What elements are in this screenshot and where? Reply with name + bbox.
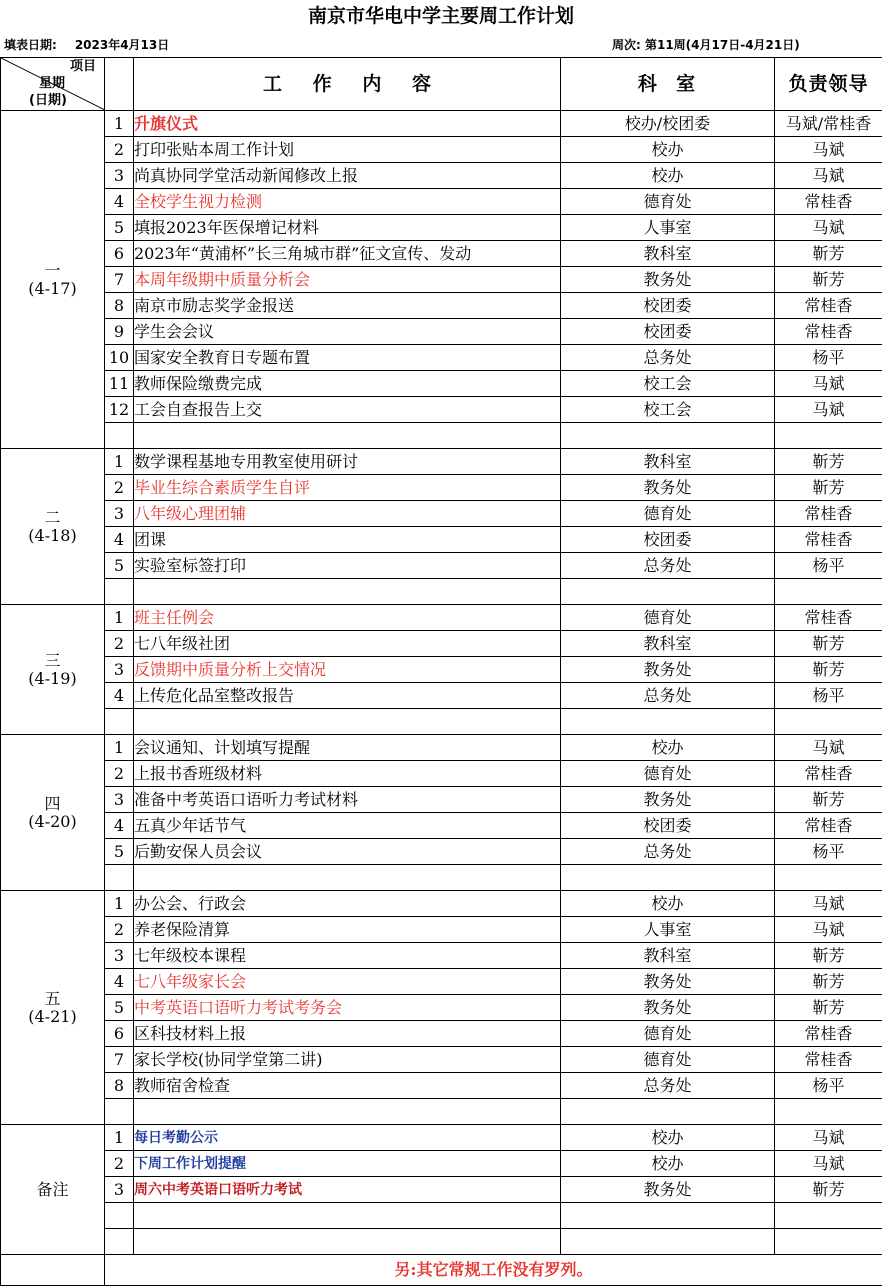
- table-row: [1, 631, 882, 657]
- table-row: [1, 579, 882, 605]
- day-cell: [1, 891, 105, 1125]
- leader: [775, 579, 882, 605]
- row-number: [105, 423, 134, 449]
- row-number: 7: [105, 267, 134, 293]
- footnote-row: [1, 1255, 882, 1286]
- row-number: 2: [105, 137, 134, 163]
- header-department: 科 室: [561, 58, 775, 111]
- task-text: 工会自查报告上交: [134, 397, 561, 423]
- task-text: [134, 1099, 561, 1125]
- leader: 杨平: [775, 553, 882, 579]
- task-text: [134, 423, 561, 449]
- leader: [775, 423, 882, 449]
- task-text: 七八年级家长会: [134, 969, 561, 995]
- table-row: [1, 137, 882, 163]
- department: 德育处: [561, 761, 775, 787]
- table-row: [1, 1177, 882, 1203]
- task-text: 南京市励志奖学金报送: [134, 293, 561, 319]
- day-cell: [1, 735, 105, 891]
- leader: 马斌: [775, 891, 882, 917]
- row-number: 1: [105, 605, 134, 631]
- department: 校办: [561, 891, 775, 917]
- row-number: 2: [105, 631, 134, 657]
- row-number: 11: [105, 371, 134, 397]
- task-text: 全校学生视力检测: [134, 189, 561, 215]
- department: 德育处: [561, 1021, 775, 1047]
- row-number: 1: [105, 1125, 134, 1151]
- header-content-char: 工: [263, 75, 282, 93]
- plan-table: [0, 57, 882, 1286]
- table-row: [1, 215, 882, 241]
- leader: [775, 865, 882, 891]
- task-text: 教师保险缴费完成: [134, 371, 561, 397]
- day-cell: [1, 449, 105, 605]
- task-text: 下周工作计划提醒: [134, 1151, 561, 1177]
- task-text: 后勤安保人员会议: [134, 839, 561, 865]
- department: 教务处: [561, 995, 775, 1021]
- table-row: [1, 1151, 882, 1177]
- leader: 靳芳: [775, 787, 882, 813]
- task-text: 班主任例会: [134, 605, 561, 631]
- department: [561, 865, 775, 891]
- corner-date-label: (日期): [29, 93, 67, 108]
- department: 教务处: [561, 787, 775, 813]
- corner-item-label: 项目: [70, 59, 96, 74]
- info-row: [0, 33, 882, 57]
- department: 人事室: [561, 917, 775, 943]
- department: 教务处: [561, 1177, 775, 1203]
- row-number: 6: [105, 241, 134, 267]
- row-number: [105, 1203, 134, 1229]
- leader: 马斌: [775, 215, 882, 241]
- table-row: [1, 1229, 882, 1255]
- department: 校办: [561, 735, 775, 761]
- task-text: 国家安全教育日专题布置: [134, 345, 561, 371]
- day-label: 一: [1, 262, 104, 280]
- row-number: 4: [105, 527, 134, 553]
- department: 总务处: [561, 839, 775, 865]
- leader: 靳芳: [775, 241, 882, 267]
- corner-weekday-label: 星期: [39, 76, 65, 91]
- leader: 杨平: [775, 839, 882, 865]
- row-number: 5: [105, 215, 134, 241]
- day-date: (4-19): [1, 670, 104, 688]
- task-text: 学生会会议: [134, 319, 561, 345]
- task-text: 数学课程基地专用教室使用研讨: [134, 449, 561, 475]
- fill-date-label: 填表日期:: [4, 38, 57, 52]
- row-number: [105, 579, 134, 605]
- leader: 马斌/常桂香: [775, 111, 882, 137]
- day-date: (4-20): [1, 813, 104, 831]
- table-row: [1, 163, 882, 189]
- task-text: [134, 1229, 561, 1255]
- department: 德育处: [561, 189, 775, 215]
- table-row: [1, 943, 882, 969]
- day-cell: [1, 1125, 105, 1255]
- table-row: [1, 1073, 882, 1099]
- table-row: [1, 761, 882, 787]
- table-row: [1, 241, 882, 267]
- leader: 靳芳: [775, 969, 882, 995]
- row-number: 5: [105, 839, 134, 865]
- row-number: 4: [105, 969, 134, 995]
- day-label: 二: [1, 509, 104, 527]
- row-number: 3: [105, 163, 134, 189]
- table-row: [1, 657, 882, 683]
- leader: 靳芳: [775, 475, 882, 501]
- leader: 靳芳: [775, 943, 882, 969]
- leader: 常桂香: [775, 761, 882, 787]
- row-number: [105, 1099, 134, 1125]
- task-text: 教师宿舍检查: [134, 1073, 561, 1099]
- leader: 常桂香: [775, 189, 882, 215]
- table-row: [1, 1099, 882, 1125]
- task-text: 养老保险清算: [134, 917, 561, 943]
- task-text: 实验室标签打印: [134, 553, 561, 579]
- leader: 常桂香: [775, 527, 882, 553]
- task-text: 尚真协同学堂活动新闻修改上报: [134, 163, 561, 189]
- department: [561, 423, 775, 449]
- table-row: [1, 293, 882, 319]
- row-number: 2: [105, 475, 134, 501]
- table-row: [1, 891, 882, 917]
- leader: 常桂香: [775, 1047, 882, 1073]
- table-row: [1, 709, 882, 735]
- task-text: 每日考勤公示: [134, 1125, 561, 1151]
- task-text: 团课: [134, 527, 561, 553]
- table-row: [1, 1047, 882, 1073]
- leader: 靳芳: [775, 631, 882, 657]
- week-info: 周次: 第11周(4月17日-4月21日): [612, 33, 800, 57]
- table-row: [1, 111, 882, 137]
- leader: 靳芳: [775, 657, 882, 683]
- leader: 马斌: [775, 163, 882, 189]
- department: [561, 579, 775, 605]
- task-text: 七八年级社团: [134, 631, 561, 657]
- day-cell: [1, 605, 105, 735]
- day-date: (4-21): [1, 1008, 104, 1026]
- header-content: [134, 58, 561, 111]
- header-content-char: 容: [412, 75, 431, 93]
- department: 校团委: [561, 319, 775, 345]
- day-cell: [1, 111, 105, 449]
- department: 教科室: [561, 449, 775, 475]
- task-text: 准备中考英语口语听力考试材料: [134, 787, 561, 813]
- table-row: [1, 449, 882, 475]
- leader: 靳芳: [775, 1177, 882, 1203]
- leader: 马斌: [775, 397, 882, 423]
- department: 教科室: [561, 943, 775, 969]
- task-text: [134, 1203, 561, 1229]
- row-number: [105, 709, 134, 735]
- footnote: 另:其它常规工作没有罗列。: [105, 1255, 882, 1286]
- leader: 常桂香: [775, 501, 882, 527]
- department: 总务处: [561, 345, 775, 371]
- department: 校办: [561, 163, 775, 189]
- task-text: 区科技材料上报: [134, 1021, 561, 1047]
- row-number: [105, 1229, 134, 1255]
- leader: [775, 1229, 882, 1255]
- department: 校办/校团委: [561, 111, 775, 137]
- day-date: (4-18): [1, 527, 104, 545]
- task-text: 家长学校(协同学堂第二讲): [134, 1047, 561, 1073]
- department: 德育处: [561, 1047, 775, 1073]
- row-number: 3: [105, 657, 134, 683]
- row-number: 4: [105, 813, 134, 839]
- department: 总务处: [561, 553, 775, 579]
- row-number: 7: [105, 1047, 134, 1073]
- task-text: 上报书香班级材料: [134, 761, 561, 787]
- leader: 靳芳: [775, 449, 882, 475]
- table-row: [1, 865, 882, 891]
- leader: 靳芳: [775, 267, 882, 293]
- leader: 常桂香: [775, 813, 882, 839]
- department: 教务处: [561, 969, 775, 995]
- department: [561, 1099, 775, 1125]
- header-content-char: 作: [313, 75, 332, 93]
- department: 校办: [561, 1125, 775, 1151]
- table-row: [1, 683, 882, 709]
- day-label: 三: [1, 652, 104, 670]
- department: 教务处: [561, 657, 775, 683]
- leader: 常桂香: [775, 1021, 882, 1047]
- task-text: [134, 865, 561, 891]
- row-number: 5: [105, 553, 134, 579]
- row-number: 9: [105, 319, 134, 345]
- row-number: 2: [105, 761, 134, 787]
- department: [561, 1203, 775, 1229]
- leader: 马斌: [775, 735, 882, 761]
- table-row: [1, 345, 882, 371]
- leader: [775, 709, 882, 735]
- header-row: [1, 58, 882, 111]
- leader: 马斌: [775, 137, 882, 163]
- leader: 马斌: [775, 371, 882, 397]
- day-label: 四: [1, 795, 104, 813]
- table-row: [1, 527, 882, 553]
- day-label: 五: [1, 990, 104, 1008]
- sheet-title: 南京市华电中学主要周工作计划: [0, 0, 882, 33]
- header-content-char: 内: [362, 75, 381, 93]
- task-text: 会议通知、计划填写提醒: [134, 735, 561, 761]
- row-number: [105, 865, 134, 891]
- table-row: [1, 1021, 882, 1047]
- table-row: [1, 813, 882, 839]
- department: 教务处: [561, 267, 775, 293]
- corner-header-cell: [1, 58, 105, 111]
- task-text: 毕业生综合素质学生自评: [134, 475, 561, 501]
- department: 校办: [561, 137, 775, 163]
- leader: 靳芳: [775, 995, 882, 1021]
- task-text: [134, 579, 561, 605]
- row-number: 10: [105, 345, 134, 371]
- task-text: 填报2023年医保增记材料: [134, 215, 561, 241]
- row-number: 3: [105, 1177, 134, 1203]
- task-text: [134, 709, 561, 735]
- department: [561, 709, 775, 735]
- row-number: 1: [105, 111, 134, 137]
- department: 校团委: [561, 813, 775, 839]
- table-row: [1, 735, 882, 761]
- department: 校工会: [561, 397, 775, 423]
- table-row: [1, 423, 882, 449]
- fill-date: [4, 33, 169, 57]
- department: 校办: [561, 1151, 775, 1177]
- day-date: (4-17): [1, 280, 104, 298]
- table-row: [1, 397, 882, 423]
- leader: 杨平: [775, 1073, 882, 1099]
- department: 校工会: [561, 371, 775, 397]
- table-row: [1, 969, 882, 995]
- table-row: [1, 189, 882, 215]
- header-leader: 负责领导: [775, 58, 882, 111]
- leader: [775, 1099, 882, 1125]
- day-label: 备注: [1, 1181, 104, 1199]
- table-row: [1, 371, 882, 397]
- row-number: 1: [105, 891, 134, 917]
- task-text: 七年级校本课程: [134, 943, 561, 969]
- department: [561, 1229, 775, 1255]
- department: 总务处: [561, 1073, 775, 1099]
- table-row: [1, 501, 882, 527]
- leader: 常桂香: [775, 319, 882, 345]
- task-text: 中考英语口语听力考试考务会: [134, 995, 561, 1021]
- leader: 常桂香: [775, 605, 882, 631]
- leader: [775, 1203, 882, 1229]
- header-num-cell: [105, 58, 134, 111]
- table-row: [1, 1203, 882, 1229]
- task-text: 本周年级期中质量分析会: [134, 267, 561, 293]
- table-row: [1, 553, 882, 579]
- table-row: [1, 1125, 882, 1151]
- table-row: [1, 995, 882, 1021]
- row-number: 8: [105, 293, 134, 319]
- task-text: 八年级心理团辅: [134, 501, 561, 527]
- task-text: 办公会、行政会: [134, 891, 561, 917]
- leader: 杨平: [775, 345, 882, 371]
- row-number: 3: [105, 943, 134, 969]
- row-number: 2: [105, 917, 134, 943]
- department: 教务处: [561, 475, 775, 501]
- row-number: 6: [105, 1021, 134, 1047]
- row-number: 2: [105, 1151, 134, 1177]
- task-text: 周六中考英语口语听力考试: [134, 1177, 561, 1203]
- department: 校团委: [561, 527, 775, 553]
- department: 人事室: [561, 215, 775, 241]
- task-text: 2023年“黄浦杯”长三角城市群”征文宣传、发动: [134, 241, 561, 267]
- table-row: [1, 839, 882, 865]
- task-text: 反馈期中质量分析上交情况: [134, 657, 561, 683]
- row-number: 1: [105, 735, 134, 761]
- leader: 马斌: [775, 1151, 882, 1177]
- department: 校团委: [561, 293, 775, 319]
- row-number: 4: [105, 683, 134, 709]
- task-text: 上传危化品室整改报告: [134, 683, 561, 709]
- fill-date-value: 2023年4月13日: [75, 38, 169, 52]
- table-row: [1, 917, 882, 943]
- leader: 常桂香: [775, 293, 882, 319]
- row-number: 3: [105, 787, 134, 813]
- department: 德育处: [561, 605, 775, 631]
- department: 德育处: [561, 501, 775, 527]
- table-row: [1, 605, 882, 631]
- row-number: 5: [105, 995, 134, 1021]
- department: 教科室: [561, 241, 775, 267]
- task-text: 升旗仪式: [134, 111, 561, 137]
- leader: 马斌: [775, 1125, 882, 1151]
- table-row: [1, 267, 882, 293]
- row-number: 3: [105, 501, 134, 527]
- row-number: 4: [105, 189, 134, 215]
- row-number: 1: [105, 449, 134, 475]
- department: 总务处: [561, 683, 775, 709]
- table-row: [1, 475, 882, 501]
- task-text: 五真少年话节气: [134, 813, 561, 839]
- department: 教科室: [561, 631, 775, 657]
- leader: 杨平: [775, 683, 882, 709]
- task-text: 打印张贴本周工作计划: [134, 137, 561, 163]
- footnote-blank-cell: [1, 1255, 105, 1286]
- table-row: [1, 319, 882, 345]
- row-number: 12: [105, 397, 134, 423]
- leader: 马斌: [775, 917, 882, 943]
- table-row: [1, 787, 882, 813]
- row-number: 8: [105, 1073, 134, 1099]
